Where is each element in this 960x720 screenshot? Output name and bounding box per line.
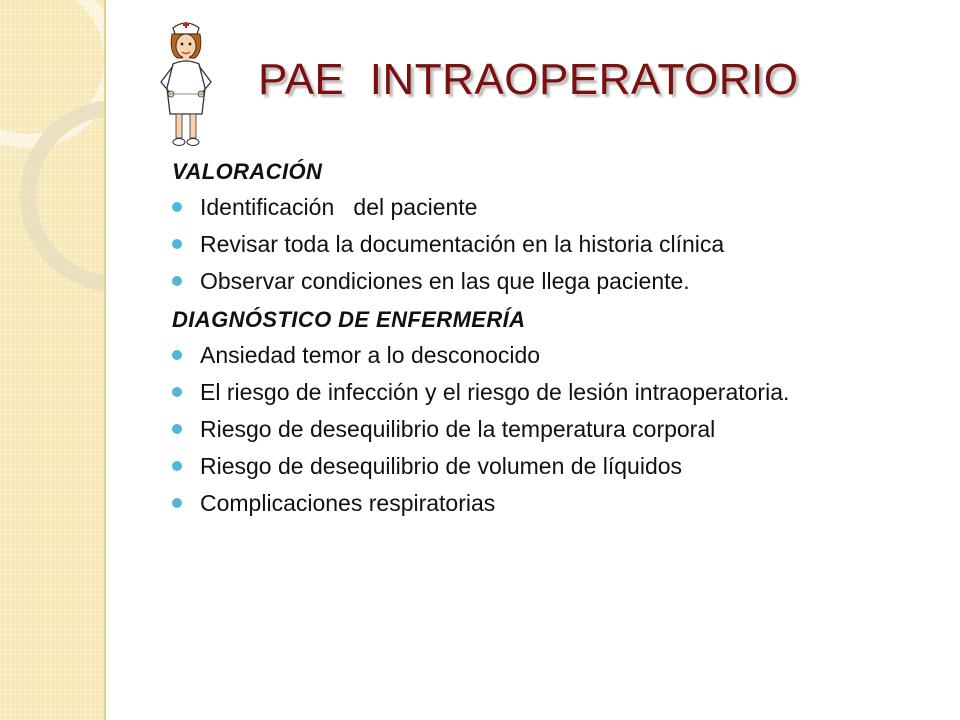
slide-title: PAE INTRAOPERATORIO — [258, 55, 799, 104]
bullet-icon — [172, 387, 182, 397]
list-item — [172, 342, 932, 368]
section-valoracion — [172, 157, 932, 294]
section-diagnostico — [172, 305, 932, 516]
list-item — [172, 379, 800, 405]
list-item-text: Riesgo de desequilibrio de volumen de líquidos — [200, 453, 683, 479]
bullet-list — [172, 194, 932, 294]
list-item-text: Identificación del paciente — [200, 194, 478, 220]
list-item-text: El riesgo de infección y el riesgo de lesión intraoperatoria. — [200, 379, 790, 405]
bullet-icon — [172, 424, 182, 434]
list-item-text: Ansiedad temor a lo desconocido — [200, 342, 541, 368]
nurse-clipart-icon — [155, 18, 217, 150]
slide-content — [172, 157, 932, 527]
bullet-icon — [172, 350, 182, 360]
list-item-text: Revisar toda la documentación en la historia clínica — [200, 231, 725, 257]
section-heading: DIAGNÓSTICO DE ENFERMERÍA — [172, 307, 526, 332]
bullet-icon — [172, 202, 182, 212]
section-heading: VALORACIÓN — [172, 159, 323, 184]
list-item-text: Complicaciones respiratorias — [200, 490, 496, 516]
list-item-text: Riesgo de desequilibrio de la temperatura corporal — [200, 416, 716, 442]
list-item — [172, 231, 932, 257]
list-item — [172, 194, 932, 220]
decorative-sidebar — [0, 0, 106, 720]
sidebar-edge — [104, 0, 106, 720]
bullet-icon — [172, 498, 182, 508]
list-item — [172, 453, 932, 479]
bullet-list — [172, 342, 932, 516]
list-item — [172, 416, 932, 442]
bullet-icon — [172, 239, 182, 249]
list-item — [172, 268, 932, 294]
bullet-icon — [172, 276, 182, 286]
list-item-text: Observar condiciones en las que llega paciente. — [200, 268, 690, 294]
list-item — [172, 490, 932, 516]
bullet-icon — [172, 461, 182, 471]
